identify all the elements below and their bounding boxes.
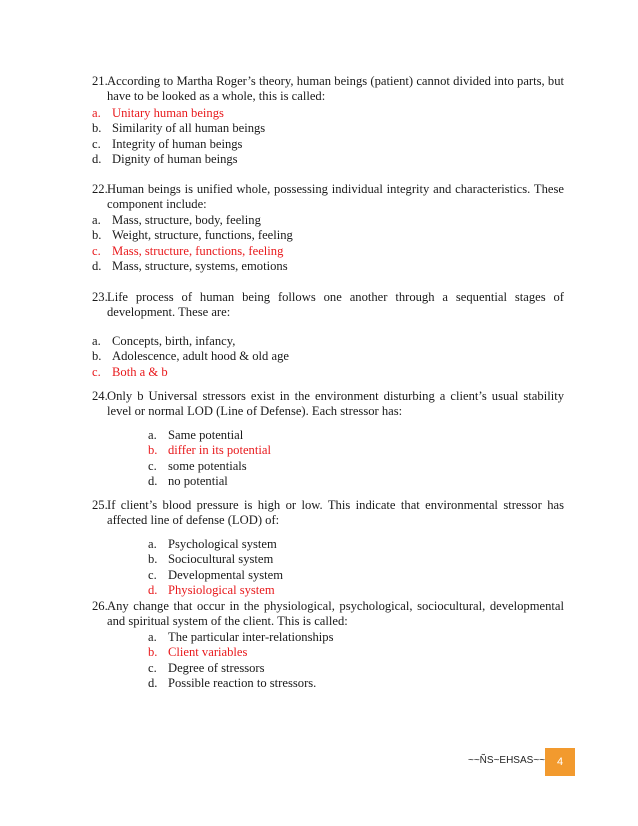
option-letter: d.: [92, 152, 102, 167]
option-text: differ in its potential: [168, 443, 271, 458]
option-text: no potential: [168, 474, 228, 489]
question-24: [92, 389, 564, 420]
question-stem: Any change that occur in the physiological, psychological, sociocultural, developmental and spiritual system of the client. This is called:: [107, 599, 564, 629]
option-letter: b.: [92, 228, 102, 243]
question-stem: Human beings is unified whole, possessing individual integrity and characteristics. These component include:: [107, 182, 564, 212]
option-letter: a.: [92, 334, 101, 348]
option-letter: d.: [148, 583, 158, 598]
option-letter: b.: [148, 552, 158, 567]
option-letter: d.: [148, 474, 158, 489]
option-text: Same potential: [168, 428, 244, 442]
option-text: Dignity of human beings: [112, 152, 238, 167]
option-letter: a.: [92, 213, 101, 227]
option-letter: c.: [92, 243, 101, 258]
option-text: Similarity of all human beings: [112, 121, 266, 136]
option-text: Degree of stressors: [168, 660, 265, 675]
question-26: [92, 599, 564, 630]
question-number: 22.: [92, 182, 108, 196]
option-text: Possible reaction to stressors.: [168, 676, 317, 691]
option-letter: b.: [148, 645, 158, 660]
question-number: 26.: [92, 599, 108, 613]
option-letter: b.: [92, 121, 102, 136]
question-number: 25.: [92, 498, 108, 512]
option-text: some potentials: [168, 458, 247, 473]
question-stem: According to Martha Roger’s theory, human beings (patient) cannot divided into parts, but have to be looked as a whole, this is called:: [107, 74, 564, 104]
option-letter: b.: [92, 349, 102, 364]
option-letter: d.: [92, 259, 102, 274]
option-text: Concepts, birth, infancy,: [112, 334, 236, 348]
option-text: Weight, structure, functions, feeling: [112, 228, 293, 243]
option-letter: a.: [92, 106, 101, 120]
option-letter: a.: [148, 630, 157, 644]
question-number: 23.: [92, 290, 108, 304]
option-text: Mass, structure, body, feeling: [112, 213, 261, 227]
question-21: [92, 74, 564, 105]
question-number: 21.: [92, 74, 108, 88]
option-text: Mass, structure, functions, feeling: [112, 243, 284, 258]
question-25: [92, 498, 564, 529]
footer-author: ~~ÑS~EHSAS~~: [468, 755, 545, 766]
option-text: Integrity of human beings: [112, 136, 243, 151]
option-text: Unitary human beings: [112, 106, 224, 120]
option-letter: c.: [148, 567, 157, 582]
question-stem: Life process of human being follows one another through a sequential stages of development. These are:: [107, 290, 564, 320]
option-letter: c.: [148, 660, 157, 675]
option-letter: c.: [92, 136, 101, 151]
option-text: Developmental system: [168, 567, 284, 582]
question-23: [92, 290, 564, 321]
option-letter: a.: [148, 537, 157, 551]
option-letter: c.: [92, 364, 101, 379]
option-text: Psychological system: [168, 537, 277, 551]
option-letter: d.: [148, 676, 158, 691]
option-text: Client variables: [168, 645, 248, 660]
option-text: The particular inter-relationships: [168, 630, 334, 644]
option-letter: b.: [148, 443, 158, 458]
option-text: Mass, structure, systems, emotions: [112, 259, 288, 274]
question-stem: If client’s blood pressure is high or low. This indicate that environmental stressor has affected line of defense (LOD) of:: [107, 498, 564, 528]
page-number-badge: 4: [545, 748, 575, 776]
option-text: Sociocultural system: [168, 552, 274, 567]
question-number: 24.: [92, 389, 108, 403]
option-text: Physiological system: [168, 583, 275, 598]
option-text: Both a & b: [112, 364, 168, 379]
question-22: [92, 182, 564, 213]
option-letter: a.: [148, 428, 157, 442]
question-stem: Only b Universal stressors exist in the environment disturbing a client’s usual stability level or normal LOD (Line of Defense). Each stressor has:: [107, 389, 564, 419]
page-footer: [0, 748, 638, 778]
option-letter: c.: [148, 458, 157, 473]
option-text: Adolescence, adult hood & old age: [112, 349, 289, 364]
